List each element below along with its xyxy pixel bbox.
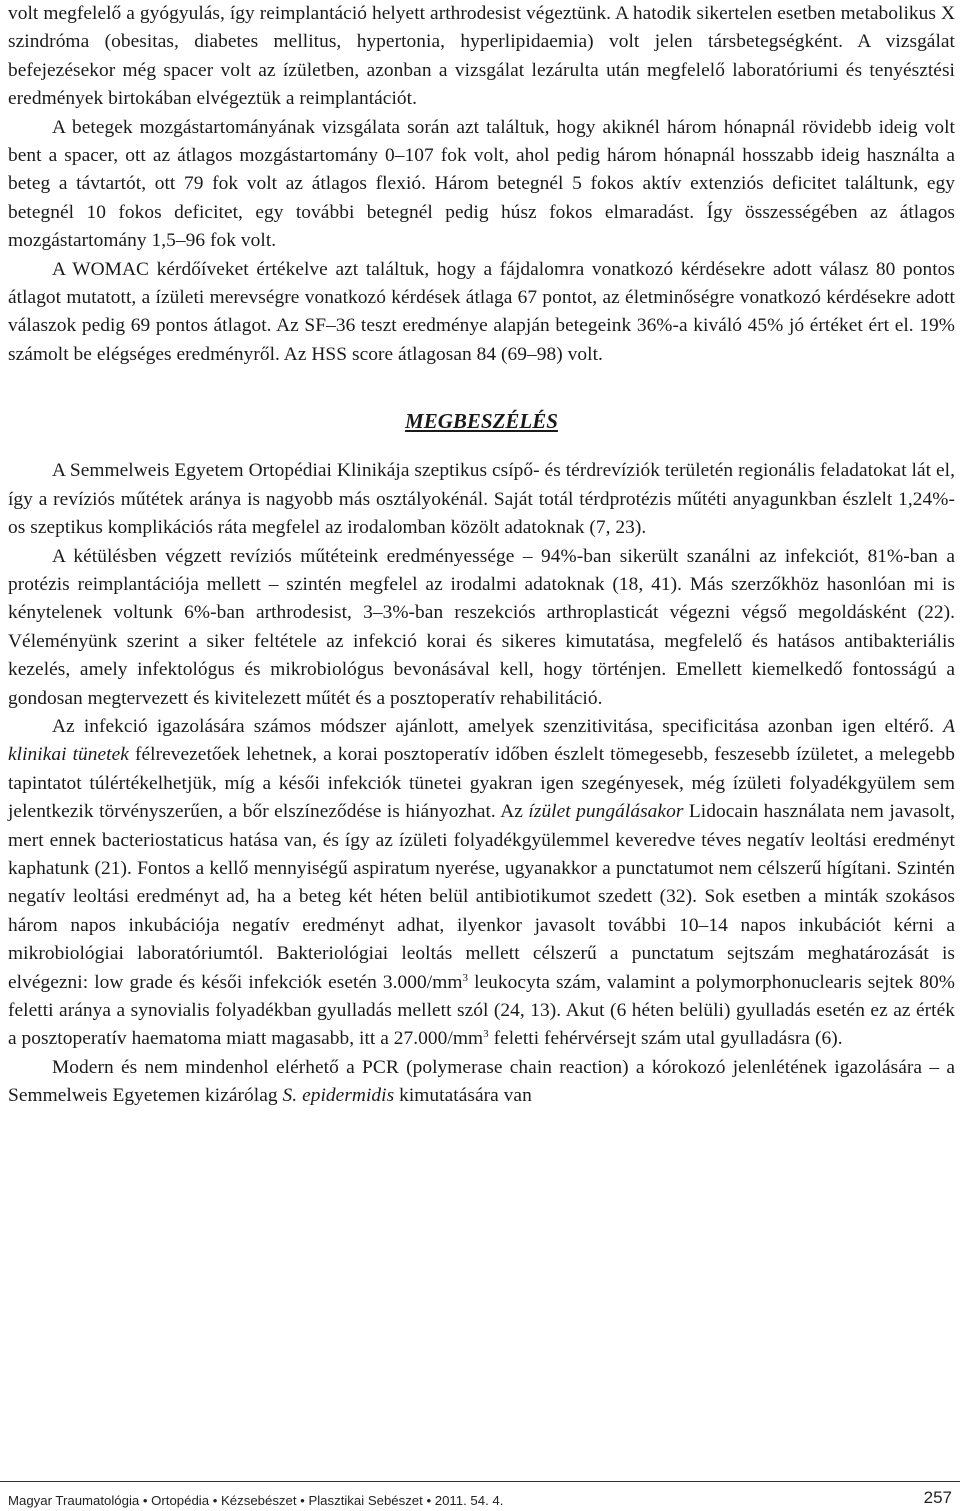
- italic-run: ízület pungálásakor: [528, 801, 684, 823]
- paragraph-womac: A WOMAC kérdőíveket értékelve azt találtuk, hogy a fájdalomra vonatkozó kérdésekre adott válasz 80 pontos átlagot mutatott, a ízületi merevségre vonatkozó kérdések átlaga 67 pontot, az életminőségre vonatkozó kérdésekre adott válaszok pedig 69 pontos átlagot. Az SF–36 teszt eredménye alapján betegeink 36%-a kiváló 45% jó értéket ért el. 19% számolt be elégséges eredményről. Az HSS score átlagosan 84 (69–98) volt.: [8, 258, 955, 365]
- page-number: 257: [923, 1488, 952, 1507]
- paragraph-discussion-1: A Semmelweis Egyetem Ortopédiai Klinikája szeptikus csípő- és térdrevíziók területén regionális feladatokat lát el, így a revíziós műtétek aránya is nagyobb más osztályokénál. Saját totál térdprotézis műtéti anyagunkban észlelt 1,24%-os szeptikus komplikációs ráta megfelel az irodalomban közölt adatoknak (7, 23).: [8, 460, 955, 539]
- superscript: 3: [462, 971, 469, 984]
- section-title-discussion: MEGBESZÉLÉS: [405, 409, 558, 434]
- text-run: kimutatására van: [394, 1085, 532, 1107]
- paragraph-results-continued: volt megfelelő a gyógyulás, így reimplantáció helyett arthrodesist végeztünk. A hatodik sikertelen esetben metabolikus X szindróma (obesitas, diabetes mellitus, hypertonia, hyperlipidaemia) volt jelen társbetegségként. A vizsgálat befejezésekor még spacer volt az ízületben, azonban a vizsgálat lezárulta után megfelelő laboratóriumi és tenyésztési eredmények birtokában elvégeztük a reimplantációt.: [8, 3, 955, 110]
- italic-run: A klinikai tünetek: [8, 715, 955, 766]
- paragraph-pcr: [8, 1054, 955, 1111]
- text-run: Lidocain használata nem javasolt, mert ennek bacteriostaticus hatása van, és így az ízületi folyadékgyülemmel keveredve téves negatív leoltási eredményt kaphatunk (21). Fontos a kellő mennyiségű aspiratum nyerése, ugyanakkor a punctatumot nem célszerű hígítani. Szintén negatív leoltási eredményt ad, ha a beteg két héten belül antibiotikumot szedett (32). Sok esetben a minták szokásos három napos inkubációja negatív eredményt adhat, ilyenkor javasolt további 10–14 napos inkubációt kérni a mikrobiológiai laboratóriumtól. Bakteriológiai leoltás mellett célszerű a punctatum sejtszám meghatározását is elvégezni: low grade és késői infekciók esetén 3.000/mm: [8, 801, 955, 993]
- text-run: feletti fehérvérsejt szám utal gyulladásra (6).: [488, 1028, 843, 1050]
- text-run: félrevezetőek lehetnek, a korai posztoperatív időben észlelt tömegesebb, feszesebb ízületet, a melegebb tapintatot túlértékelhetjük, míg a késői infekciók tünetei gyakran igen szegényesek, még ízületi folyadékgyülem sem jelentkezik törvényszerűen, a bőr elszíneződése is hiányozhat. Az: [8, 744, 955, 823]
- paragraph-discussion-2: A kétülésben végzett revíziós műtéteink eredményessége – 94%-ban sikerült szanálni az infekciót, 81%-ban a protézis reimplantációja mellett – szintén megfelel az irodalmi adatoknak (18, 41). Más szerzőkhöz hasonlóan mi is kénytelenek voltunk 6%-ban arthrodesist, 3–3%-ban reszekciós arthroplasticát végezni végső megoldásként (22). Véleményünk szerint a siker feltétele az infekció korai és sikeres kimutatása, megfelelő és hatásos antibakteriális kezelés, amely infektológus és mikrobiológus bevonásával kell, hogy történjen. Emellett kiemelkedő fontosságú a gondosan megtervezett és kivitelezett műtét és a posztoperatív rehabilitáció.: [8, 545, 955, 709]
- article-body: [8, 0, 955, 1111]
- text-run: leukocyta szám, valamint a polymorphonuclearis sejtek 80% feletti aránya a synovialis folyadékban gyulladás mellett szól (24, 13). Akut (6 héten belüli) gyulladás esetén ez az érték a posztoperatív haematoma miatt magasabb, itt a 27.000/mm: [8, 971, 955, 1050]
- page-footer: [0, 1481, 960, 1511]
- text-run: Az infekció igazolására számos módszer ajánlott, amelyek szenzitivitása, specificitása azonban igen eltérő.: [52, 715, 944, 737]
- italic-run: S. epidermidis: [282, 1085, 395, 1107]
- superscript: 3: [483, 1028, 489, 1041]
- paragraph-range-of-motion: A betegek mozgástartományának vizsgálata során azt találtuk, hogy akiknél három hónapnál rövidebb ideig volt bent a spacer, ott az átlagos mozgástartomány 0–107 fok volt, ahol pedig három hónapnál hosszabb ideig használta a beteg a távtartót, ott 79 fok volt az átlagos flexió. Három betegnél 5 fokos aktív extenziós deficitet találtunk, egy betegnél 10 fokos deficitet, egy további betegnél pedig húsz fokos elmaradást. Így összességében az átlagos mozgástartomány 1,5–96 fok volt.: [8, 116, 955, 252]
- journal-citation: Magyar Traumatológia • Ortopédia • Kézsebészet • Plasztikai Sebészet • 2011. 54. 4.: [8, 1493, 504, 1508]
- paragraph-infection-diagnosis: [8, 713, 955, 1054]
- text-run: Modern és nem mindenhol elérhető a PCR (polymerase chain reaction) a kórokozó jelenlétének igazolására – a Semmelweis Egyetemen kizárólag: [8, 1056, 955, 1107]
